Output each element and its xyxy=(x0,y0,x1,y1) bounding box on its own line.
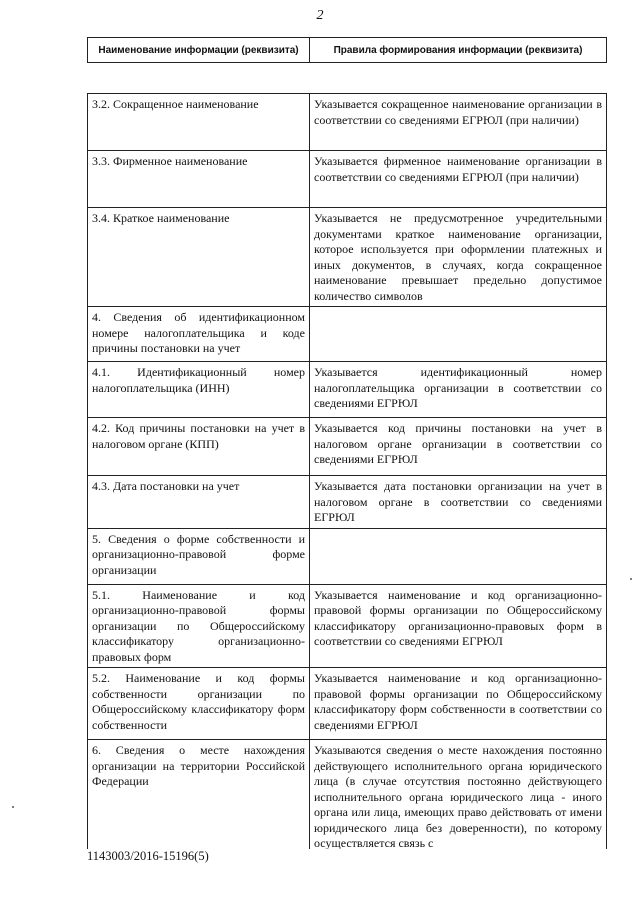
row-name: 5.1. Наименование и код организационно-правовой формы организации по Общероссийскому классификатору организационно-правовых форм xyxy=(88,584,310,668)
row-rule: Указывается наименование и код организационно-правовой формы организации по Общероссийскому классификатору форм собственности в соответствии со сведениями ЕГРЮЛ xyxy=(310,668,607,740)
row-name: 4.1. Идентификационный номер налогоплательщика (ИНН) xyxy=(88,362,310,418)
table-row xyxy=(88,151,607,208)
row-name: 5.2. Наименование и код формы собственности организации по Общероссийскому классификатору форм собственности xyxy=(88,668,310,740)
row-rule xyxy=(310,528,607,584)
row-name: 3.4. Краткое наименование xyxy=(88,208,310,307)
document-code: 1143003/2016-15196(5) xyxy=(87,849,209,863)
row-name: 5. Сведения о форме собственности и организационно-правовой форме организации xyxy=(88,528,310,584)
table-row xyxy=(88,362,607,418)
row-rule: Указывается идентификационный номер налогоплательщика организации в соответствии со сведениями ЕГРЮЛ xyxy=(310,362,607,418)
row-name: 4.2. Код причины постановки на учет в налоговом органе (КПП) xyxy=(88,418,310,476)
row-rule: Указывается код причины постановки на учет в налоговом органе организации в соответствии со сведениями ЕГРЮЛ xyxy=(310,418,607,476)
row-rule: Указывается не предусмотренное учредительными документами краткое наименование организации, которое используется при оформлении платежных и иных документов, в случаях, когда сокращенное наименование превышает предельно допустимое количество символов xyxy=(310,208,607,307)
table-row xyxy=(88,476,607,529)
row-rule: Указывается наименование и код организационно-правовой формы организации по Общероссийскому классификатору организационно-правовых форм в соответствии со сведениями ЕГРЮЛ xyxy=(310,584,607,668)
row-name: 3.2. Сокращенное наименование xyxy=(88,94,310,151)
row-name: 4.3. Дата постановки на учет xyxy=(88,476,310,529)
table-row xyxy=(88,668,607,740)
table-header xyxy=(87,37,607,63)
requisites-table xyxy=(87,93,607,849)
row-rule: Указывается сокращенное наименование организации в соответствии со сведениями ЕГРЮЛ (при наличии) xyxy=(310,94,607,151)
row-name: 4. Сведения об идентификационном номере налогоплательщика и коде причины постановки на учет xyxy=(88,307,310,362)
row-rule: Указывается дата постановки организации на учет в налоговом органе в соответствии со сведениями ЕГРЮЛ xyxy=(310,476,607,529)
page-number: 2 xyxy=(316,8,324,23)
row-rule: Указываются сведения о месте нахождения постоянно действующего исполнительного органа юридического лица (в случае отсутствия постоянно действующего исполнительного органа юридического лица - иного органа или лица, имеющих право действовать от имени юридического лица без доверенности), по которому осуществляется связь с xyxy=(310,740,607,850)
table-row xyxy=(88,208,607,307)
table-row xyxy=(88,740,607,850)
table-row xyxy=(88,418,607,476)
scan-speck xyxy=(12,806,14,808)
table-body-viewport xyxy=(80,93,620,849)
table-row xyxy=(88,94,607,151)
table-row xyxy=(88,584,607,668)
header-col-name: Наименование информации (реквизита) xyxy=(88,38,310,63)
scan-speck xyxy=(630,578,632,580)
row-name: 3.3. Фирменное наименование xyxy=(88,151,310,208)
row-rule: Указывается фирменное наименование организации в соответствии со сведениями ЕГРЮЛ (при наличии) xyxy=(310,151,607,208)
row-name: 6. Сведения о месте нахождения организации на территории Российской Федерации xyxy=(88,740,310,850)
header-col-rules: Правила формирования информации (реквизита) xyxy=(310,38,607,63)
table-row xyxy=(88,528,607,584)
table-row xyxy=(88,307,607,362)
row-rule xyxy=(310,307,607,362)
